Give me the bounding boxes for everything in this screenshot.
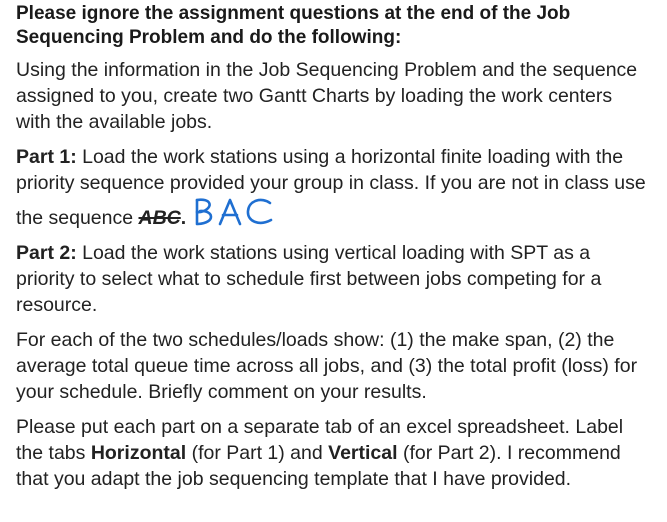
handwritten-annotation: [192, 196, 276, 228]
handwritten-bac-drawing: [192, 196, 276, 228]
instruction-heading: Please ignore the assignment questions at the end of the Job Sequencing Problem and do the following:: [16, 3, 571, 48]
part1-label: Part 1:: [16, 146, 77, 168]
closing-text-a: Please put each part on a separate tab of an excel spreadsheet. Label the tabs: [16, 416, 624, 464]
document: [16, 2, 646, 501]
schedules-paragraph: For each of the two schedules/loads show: (1) the make span, (2) the average total queue time across all jobs, and (3) the total profit (loss) for your schedule. Briefly comment on your results.: [16, 329, 638, 403]
part1-text: Load the work stations using a horizontal finite loading with the priority sequence provided your group in class. If you are not in class use the sequence: [16, 146, 646, 229]
part1-paragraph: [16, 144, 646, 231]
closing-paragraph: [16, 414, 646, 492]
closing-text-b: (for Part 1) and: [186, 442, 329, 464]
intro-paragraph: Using the information in the Job Sequencing Problem and the sequence assigned to you, create two Gantt Charts by loading the work centers with the available jobs.: [16, 59, 638, 133]
part1-period: .: [180, 207, 187, 229]
closing-text-c: (for Part 2). I recommend that you adapt the job sequencing template that I have provided.: [16, 442, 621, 490]
part2-label: Part 2:: [16, 242, 77, 264]
tab-name-vertical: Vertical: [328, 442, 398, 464]
struck-sequence: ABC: [138, 207, 181, 229]
part2-paragraph: [16, 240, 646, 318]
part2-text: Load the work stations using vertical loading with SPT as a priority to select what to schedule first between jobs competing for a resource.: [16, 242, 602, 316]
tab-name-horizontal: Horizontal: [90, 442, 187, 464]
